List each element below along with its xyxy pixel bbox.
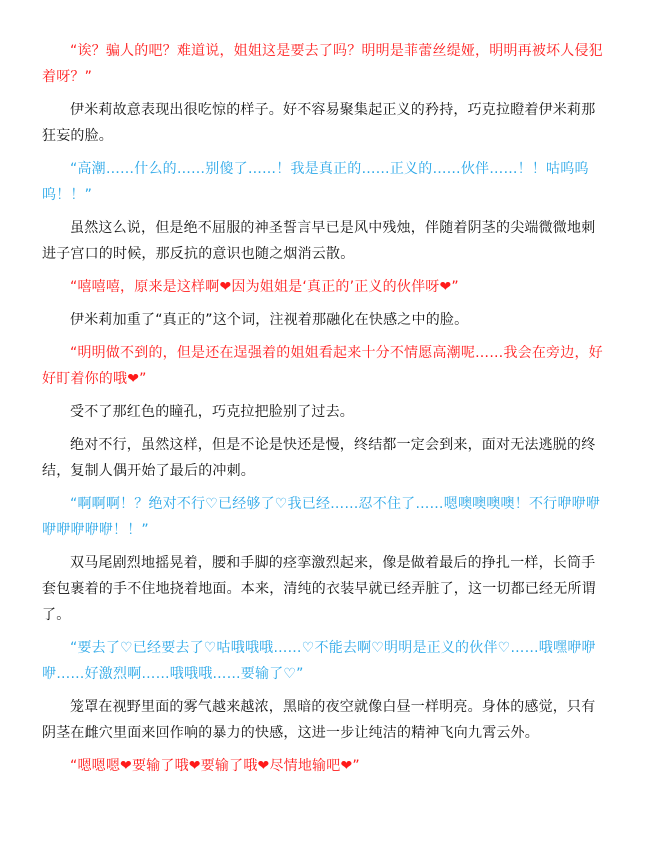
dialogue-paragraph: “明明做不到的，但是还在逞强着的姐姐看起来十分不情愿高潮呢……我会在旁边，好好盯着你的哦❤”: [42, 345, 603, 387]
narration-paragraph: 受不了那红色的瞳孔，巧克拉把脸别了过去。: [70, 404, 354, 420]
dialogue-paragraph: “要去了♡已经要去了♡咕哦哦哦……♡不能去啊♡明明是正义的伙伴♡……哦嘿咿咿咿……好激烈啊……哦哦哦……要输了♡”: [42, 640, 596, 682]
dialogue-paragraph: “诶？骗人的吧？难道说，姐姐这是要去了吗？明明是菲蕾丝缇娅，明明再被坏人侵犯着呀？”: [42, 43, 603, 85]
narration-paragraph: 虽然这么说，但是绝不屈服的神圣誓言早已是风中残烛，伴随着阴茎的尖端微微地刺进子宫口的时候，那反抗的意识也随之烟消云散。: [42, 220, 596, 262]
narration-paragraph: 伊米莉加重了“真正的”这个词，注视着那融化在快感之中的脸。: [70, 312, 469, 328]
dialogue-paragraph: “啊啊啊！？绝对不行♡已经够了♡我已经……忍不住了……嗯噢噢噢噢！不行咿咿咿咿咿咿咿咿！！”: [42, 496, 600, 538]
dialogue-paragraph: “嗯嗯嗯❤要输了哦❤要输了哦❤尽情地输吧❤”: [70, 758, 360, 774]
dialogue-paragraph: “嘻嘻嘻，原来是这样啊❤因为姐姐是‘真正的’正义的伙伴呀❤”: [70, 279, 459, 295]
narration-paragraph: 双马尾剧烈地摇晃着，腰和手脚的痉挛激烈起来，像是做着最后的挣扎一样，长筒手套包裹着的手不住地挠着地面。本来，清纯的衣装早就已经弄脏了，这一切都已经无所谓了。: [42, 555, 596, 623]
dialogue-paragraph: “高潮……什么的……别傻了……！我是真正的……正义的……伙伴……！！咕呜呜呜！！”: [42, 161, 589, 203]
narration-paragraph: 笼罩在视野里面的雾气越来越浓，黑暗的夜空就像白昼一样明亮。身体的感觉，只有阴茎在雌穴里面来回作响的暴力的快感，这进一步让纯洁的精神飞向九霄云外。: [42, 699, 596, 741]
narration-paragraph: 绝对不行，虽然这样，但是不论是快还是慢，终结都一定会到来，面对无法逃脱的终结，复制人偶开始了最后的冲刺。: [42, 437, 596, 479]
narration-paragraph: 伊米莉故意表现出很吃惊的样子。好不容易聚集起正义的矜持，巧克拉瞪着伊米莉那狂妄的脸。: [42, 102, 596, 144]
